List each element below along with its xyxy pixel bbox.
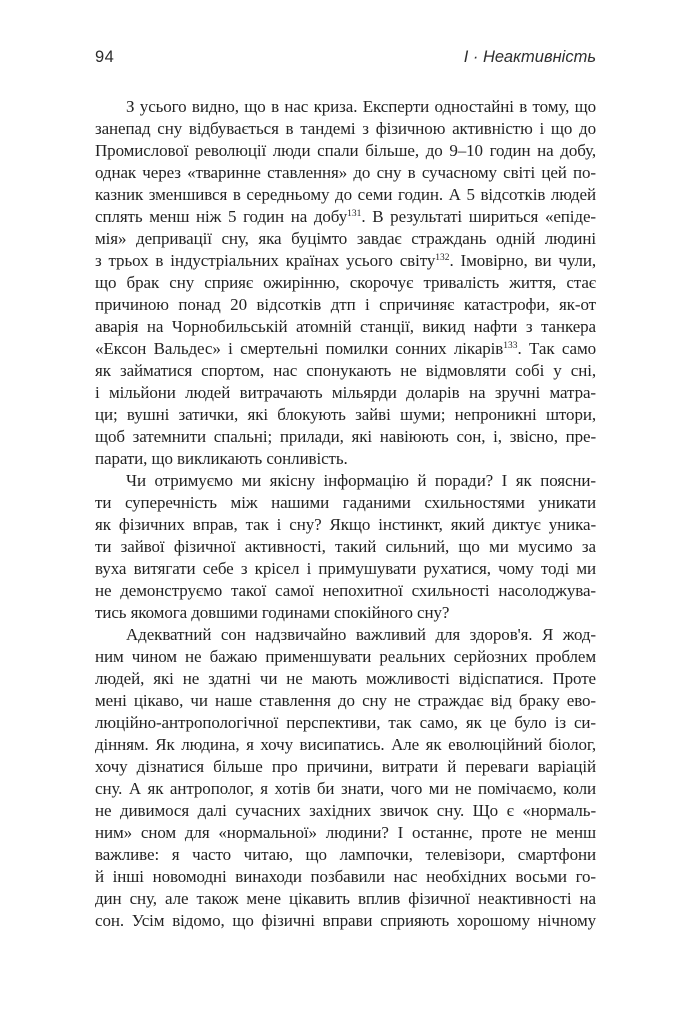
footnote-ref: 132	[435, 253, 450, 263]
paragraph	[95, 470, 596, 624]
text-run: «Ексон Вальдес» і смертельні помилки сонних лікарів	[95, 339, 504, 358]
text-line	[95, 558, 596, 580]
text-line	[95, 712, 596, 734]
text-line	[95, 162, 596, 184]
text-line	[95, 316, 596, 338]
text-run: людей, які не здатні чи не мають можливості відіспатися. Проте	[95, 669, 596, 688]
text-line	[95, 624, 596, 646]
text-line	[95, 206, 596, 228]
paragraph	[95, 624, 596, 932]
text-line	[95, 228, 596, 250]
text-line	[95, 404, 596, 426]
text-run: причиною понад 20 відсотків дтп і спричиняє катастрофи, як-от	[95, 295, 596, 314]
text-run: З усього видно, що в нас криза. Експерти одностайні в тому, що	[126, 97, 596, 116]
text-line	[95, 118, 596, 140]
text-run: казник зменшився в середньому до семи годин. А 5 відсотків людей	[95, 185, 596, 204]
text-run: важливе: я часто читаю, що лампочки, телевізори, смартфони	[95, 845, 596, 864]
text-line	[95, 888, 596, 910]
body-text	[95, 96, 596, 932]
text-line	[95, 756, 596, 778]
text-line	[95, 778, 596, 800]
text-line	[95, 602, 596, 624]
text-run: як фізичних вправ, так і сну? Якщо інстинкт, який диктує уника-	[95, 515, 596, 534]
text-line	[95, 96, 596, 118]
text-line	[95, 844, 596, 866]
text-line	[95, 514, 596, 536]
text-line	[95, 910, 596, 932]
page-header	[95, 48, 596, 67]
text-run: не демонструємо такої самої непохитної схильності насолоджува-	[95, 581, 596, 600]
text-run: аварія на Чорнобильській атомній станції, викид нафти з танкера	[95, 317, 596, 336]
running-header-chapter-title: І · Неактивність	[463, 48, 596, 66]
text-line	[95, 250, 596, 272]
text-run: як займатися спортом, нас спонукають не відмовляти собі у сні,	[95, 361, 596, 380]
text-run: мені цікаво, чи наше ставлення до сну не страждає від браку ево-	[95, 691, 596, 710]
footnote-ref: 133	[503, 341, 518, 351]
text-run: ти зайвої фізичної активності, такий сильний, що ми мусимо за	[95, 537, 596, 556]
text-line	[95, 536, 596, 558]
text-line	[95, 426, 596, 448]
text-run: Адекватний сон надзвичайно важливий для здоров'я. Я жод-	[126, 625, 596, 644]
page-number: 94	[95, 48, 115, 66]
text-line	[95, 184, 596, 206]
text-line	[95, 360, 596, 382]
text-run: ним» сном для «нормальної» людини? І останнє, проте не менш	[95, 823, 596, 842]
text-run: тись якомога довшими годинами спокійного сну?	[95, 603, 450, 622]
text-run: занепад сну відбувається в тандемі з фізичною активністю і що до	[95, 119, 596, 138]
footnote-ref: 131	[347, 209, 362, 219]
text-run: ци; вушні затички, які блокують зайві шуми; непроникні штори,	[95, 405, 596, 424]
text-run: сну. А як антрополог, я хотів би знати, чого ми не помічаємо, коли	[95, 779, 596, 798]
text-line	[95, 646, 596, 668]
text-run: . Так само	[517, 339, 597, 358]
text-run: ним чином не бажаю применшувати реальних серйозних проблем	[95, 647, 596, 666]
text-run: Промислової революції люди спали більше, до 9–10 годин на добу,	[95, 141, 596, 160]
text-line	[95, 734, 596, 756]
text-line	[95, 448, 596, 470]
text-line	[95, 294, 596, 316]
text-run: . В результаті шириться «епіде-	[361, 207, 596, 226]
text-line	[95, 382, 596, 404]
text-run: мія» депривації сну, яка буцімто завдає страждань одній людині	[95, 229, 596, 248]
text-line	[95, 668, 596, 690]
text-run: люційно-антропологічної перспективи, так само, як це було із си-	[95, 713, 596, 732]
text-line	[95, 690, 596, 712]
text-line	[95, 492, 596, 514]
text-run: парати, що викликають сонливість.	[95, 449, 348, 468]
text-run: дин сну, але також мене цікавить вплив фізичної неактивності на	[95, 889, 596, 908]
text-run: дінням. Як людина, я хочу висипатись. Але як еволюційний біолог,	[95, 735, 596, 754]
text-line	[95, 866, 596, 888]
text-run: Чи отримуємо ми якісну інформацію й поради? І як поясни-	[126, 471, 596, 490]
text-line	[95, 338, 596, 360]
text-line	[95, 800, 596, 822]
text-run: ти суперечність між нашими гаданими схильностями уникати	[95, 493, 596, 512]
paragraph	[95, 96, 596, 470]
text-run: й інші новомодні винаходи позбавили нас необхідних восьми го-	[95, 867, 596, 886]
text-run: щоб затемнити спальні; прилади, які навіюють сон, і, звісно, пре-	[95, 427, 596, 446]
text-line	[95, 272, 596, 294]
text-line	[95, 822, 596, 844]
text-run: однак через «тваринне ставлення» до сну в сучасному світі цей по-	[95, 163, 596, 182]
text-run: і мільйони людей витрачають мільярди доларів на зручні матра-	[95, 383, 596, 402]
text-run: сплять менш ніж 5 годин на добу	[95, 207, 348, 226]
text-line	[95, 140, 596, 162]
text-run: . Імовірно, ви чули,	[449, 251, 597, 270]
text-line	[95, 580, 596, 602]
text-run: з трьох в індустріальних країнах усього світу	[95, 251, 436, 270]
text-run: хочу дізнатися більше про причини, витрати й переваги варіацій	[95, 757, 596, 776]
text-run: не дивимося далі сучасних західних звичок сну. Що є «нормаль-	[95, 801, 596, 820]
text-line	[95, 470, 596, 492]
text-run: що брак сну сприяє ожирінню, скорочує тривалість життя, стає	[95, 273, 596, 292]
text-run: вуха витягати себе з крісел і примушувати рухатися, чому тоді ми	[95, 559, 596, 578]
text-run: сон. Усім відомо, що фізичні вправи сприяють хорошому нічному	[95, 911, 596, 930]
